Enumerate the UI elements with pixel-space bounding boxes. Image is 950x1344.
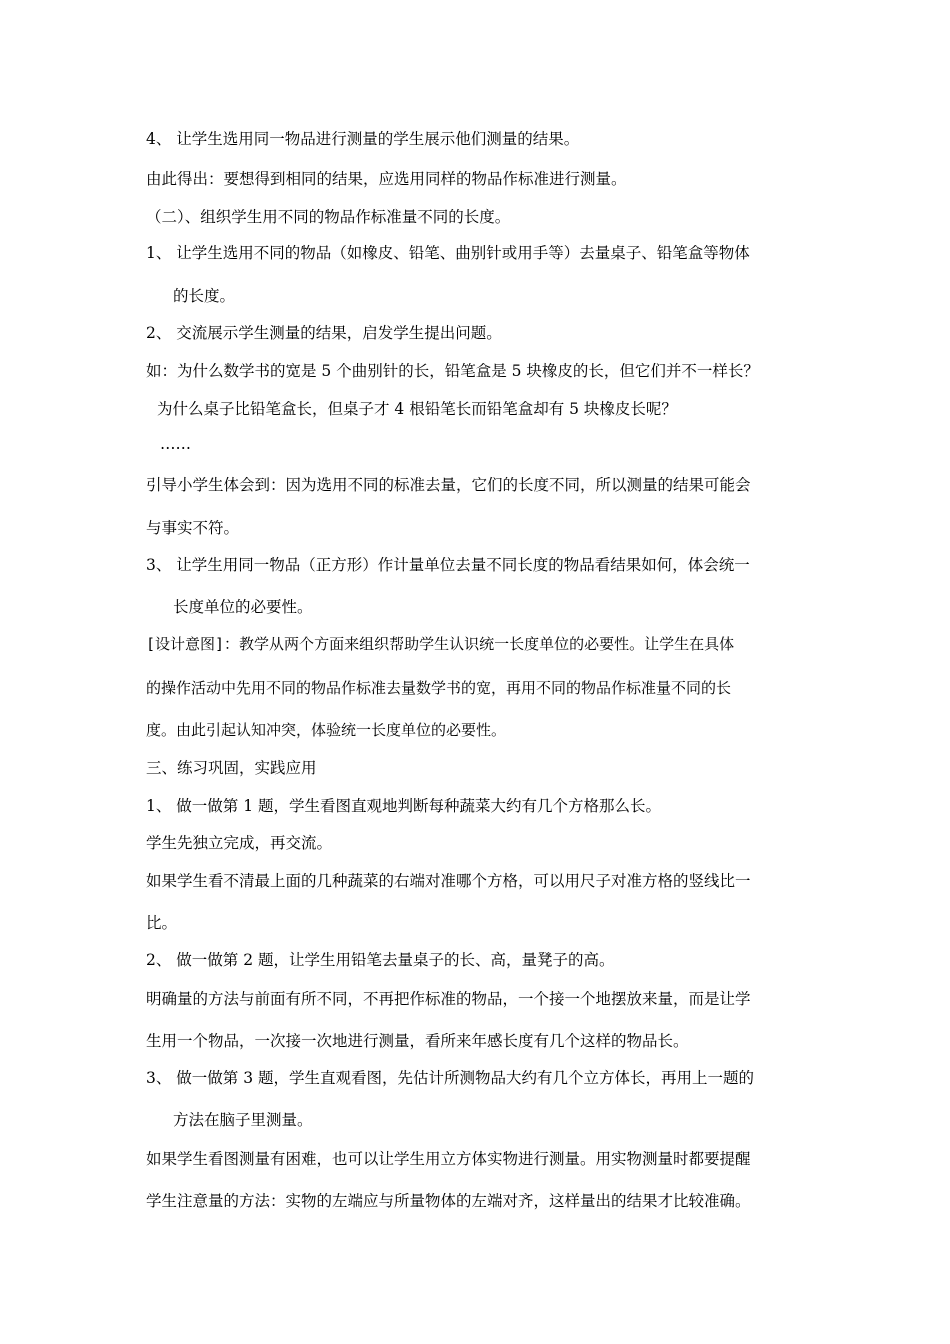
text-line: 为什么桌子比铅笔盒长，但桌子才 4 根铅笔长而铅笔盒却有 5 块橡皮长呢？ [157,400,677,418]
text-line: 学生先独立完成，再交流。 [146,834,333,852]
text-line: 学生注意量的方法：实物的左端应与所量物体的左端对齐，这样量出的结果才比较准确。 [146,1192,751,1210]
text-line: 3、 让学生用同一物品（正方形）作计量单位去量不同长度的物品看结果如何，体会统一 [146,556,750,574]
text-line: 3、 做一做第 3 题，学生直观看图，先估计所测物品大约有几个立方体长，再用上一题的 [146,1069,755,1087]
text-line: 1、 做一做第 1 题，学生看图直观地判断每种蔬菜大约有几个方格那么长。 [146,797,662,815]
text-line: 与事实不符。 [146,519,240,537]
design-intent: 度。由此引起认知冲突，体验统一长度单位的必要性。 [146,721,507,739]
design-intent: 的操作活动中先用不同的物品作标准去量数学书的宽，再用不同的物品作标准量不同的长 [146,679,732,697]
section-heading: （二）、组织学生用不同的物品作标准量不同的长度。 [146,208,511,226]
text-line: 1、 让学生选用不同的物品（如橡皮、铅笔、曲别针或用手等）去量桌子、铅笔盒等物体 [146,244,750,262]
text-line: 如果学生看不清最上面的几种蔬菜的右端对准哪个方格，可以用尺子对准方格的竖线比一 [146,872,751,890]
text-line: 如果学生看图测量有困难，也可以让学生用立方体实物进行测量。用实物测量时都要提醒 [146,1150,751,1168]
text-line: 生用一个物品，一次接一次地进行测量，看所来年感长度有几个这样的物品长。 [146,1032,689,1050]
text-line: 引导小学生体会到：因为选用不同的标准去量，它们的长度不同，所以测量的结果可能会 [146,476,751,494]
text-line: 2、 做一做第 2 题，让学生用铅笔去量桌子的长、高，量凳子的高。 [146,951,615,969]
text-line: 方法在脑子里测量。 [173,1111,313,1129]
ellipsis: …… [160,435,191,453]
text-line: 如：为什么数学书的宽是 5 个曲别针的长，铅笔盒是 5 块橡皮的长，但它们并不一样长？ [146,362,759,380]
text-line: 长度单位的必要性。 [173,598,313,616]
text-line: 比。 [146,914,178,932]
text-line: 的长度。 [173,287,236,305]
section-heading: 三、练习巩固，实践应用 [146,759,317,777]
text-line: 2、 交流展示学生测量的结果，启发学生提出问题。 [146,324,502,342]
text-line: 明确量的方法与前面有所不同，不再把作标准的物品，一个接一个地摆放来量，而是让学 [146,990,751,1008]
text-line: 由此得出：要想得到相同的结果，应选用同样的物品作标准进行测量。 [146,170,627,188]
text-line: 4、 让学生选用同一物品进行测量的学生展示他们测量的结果。 [146,130,580,148]
design-intent: [设计意图]：教学从两个方面来组织帮助学生认识统一长度单位的必要性。让学生在具体 [146,635,735,653]
